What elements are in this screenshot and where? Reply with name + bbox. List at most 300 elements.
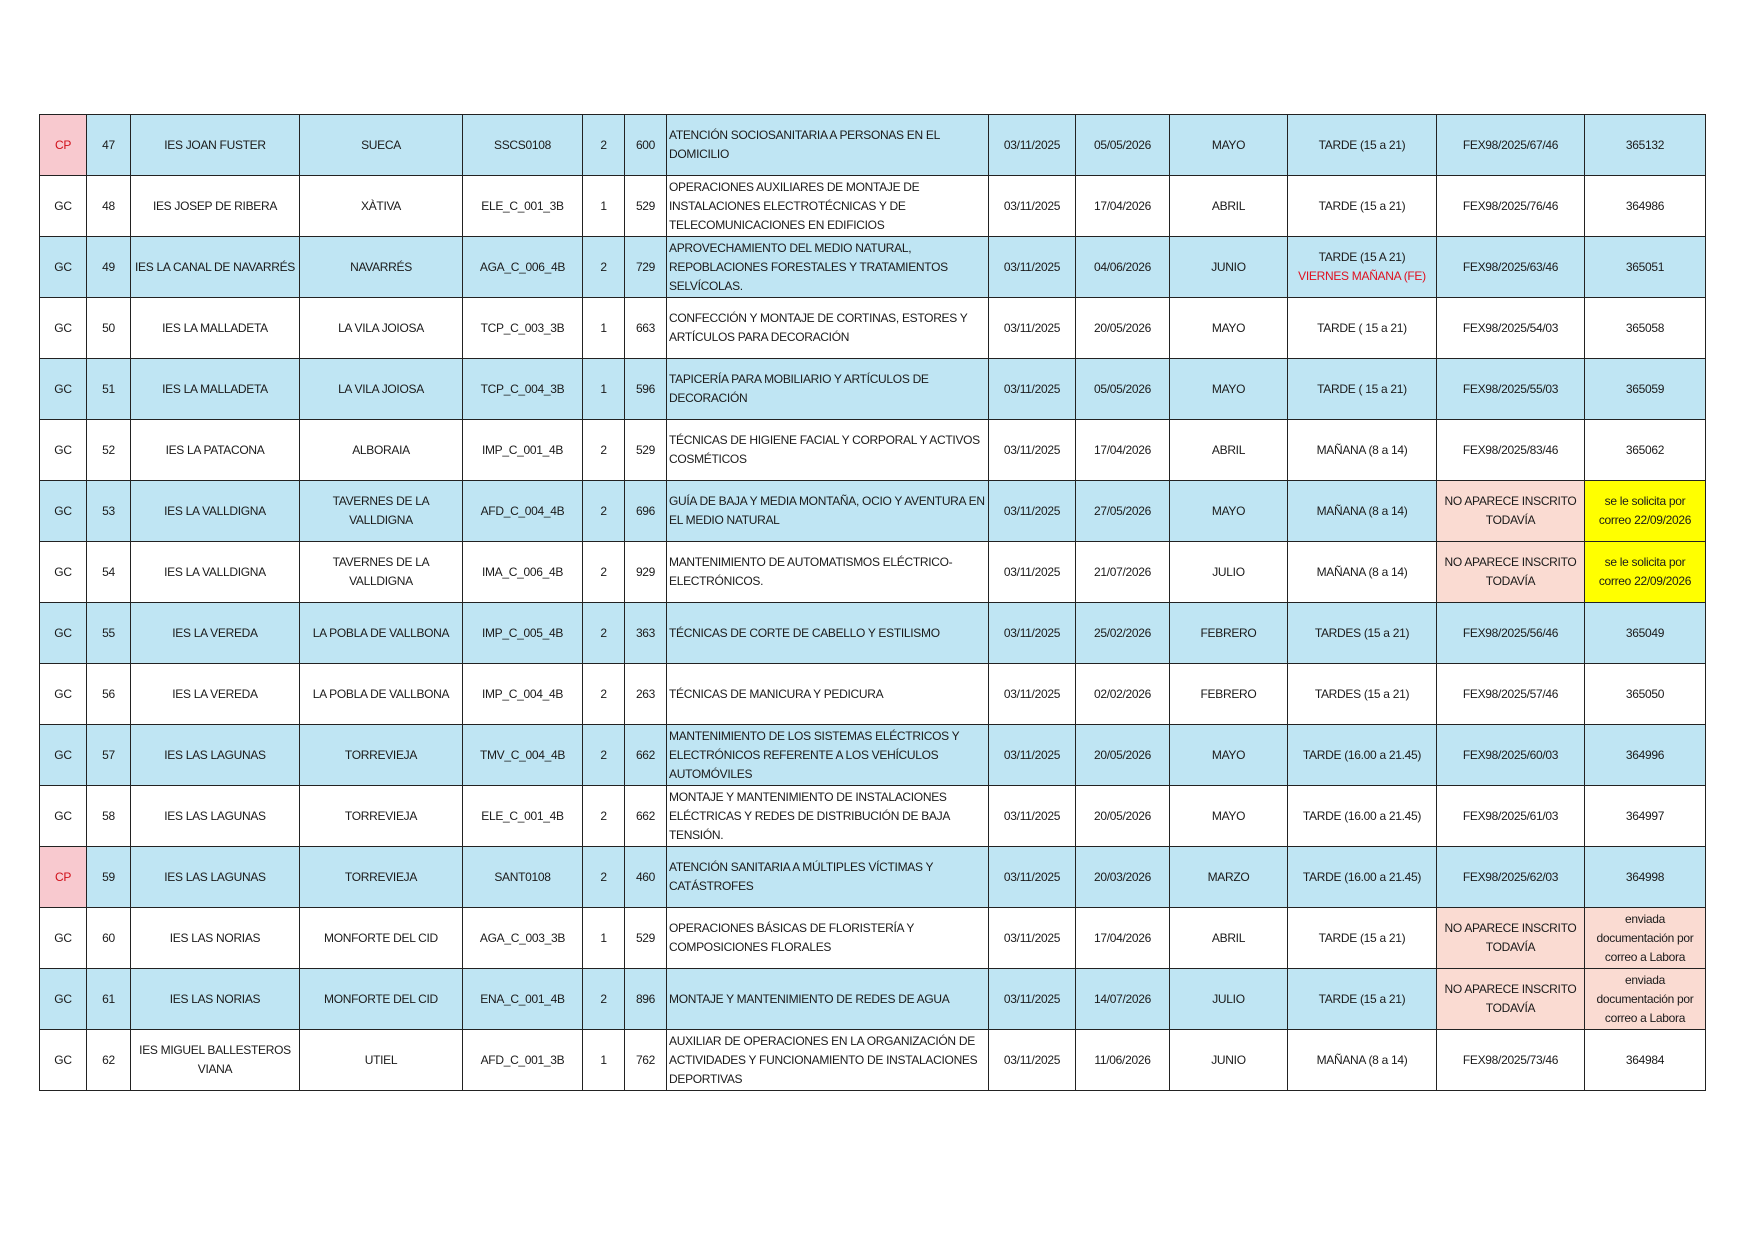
number-text: 53 (102, 503, 115, 518)
hours-cell (625, 664, 667, 725)
end-date-cell (1076, 176, 1170, 237)
file-number-text: NO APARECE INSCRITO TODAVÍA (1444, 921, 1577, 954)
course-title-cell (667, 420, 989, 481)
level-text: 1 (600, 930, 607, 945)
id-cell (1585, 725, 1706, 786)
start-date-text: 03/11/2025 (1003, 808, 1061, 823)
id-text: 365062 (1625, 442, 1665, 457)
type-text: GC (54, 686, 72, 701)
number-text: 56 (102, 686, 115, 701)
id-cell (1585, 176, 1706, 237)
start-date-cell (989, 420, 1076, 481)
code-cell (463, 542, 583, 603)
town-text: XÀTIVA (361, 198, 401, 213)
type-cell (40, 603, 87, 664)
type-text: GC (54, 198, 72, 213)
course-title-text: MANTENIMIENTO DE AUTOMATISMOS ELÉCTRICO-ELECTRÓNICOS. (669, 555, 953, 588)
id-text: 365058 (1625, 320, 1665, 335)
schedule-cell (1288, 420, 1437, 481)
start-date-text: 03/11/2025 (1003, 625, 1061, 640)
type-text: GC (54, 564, 72, 579)
hours-text: 529 (635, 442, 656, 457)
schedule-text: TARDE (16.00 a 21.45) (1302, 747, 1422, 762)
number-text: 55 (102, 625, 115, 640)
code-text: AFD_C_004_4B (480, 503, 565, 518)
file-number-cell (1437, 847, 1585, 908)
course-title-text: ATENCIÓN SOCIOSANITARIA A PERSONAS EN EL DOMICILIO (669, 128, 940, 161)
month-cell (1170, 298, 1288, 359)
id-cell (1585, 1030, 1706, 1091)
course-title-text: MONTAJE Y MANTENIMIENTO DE INSTALACIONES ELÉCTRICAS Y REDES DE DISTRIBUCIÓN DE BAJA TENSIÓN. (669, 789, 950, 842)
number-text: 50 (102, 320, 115, 335)
schedule-text: MAÑANA (8 a 14) (1316, 442, 1408, 457)
table-row (40, 664, 1706, 725)
table-row (40, 420, 1706, 481)
month-cell (1170, 420, 1288, 481)
number-cell (87, 237, 131, 298)
code-cell (463, 359, 583, 420)
id-text: 365059 (1625, 381, 1665, 396)
level-cell (583, 969, 625, 1030)
table-row (40, 908, 1706, 969)
id-text: 364986 (1625, 198, 1665, 213)
schedule-note: VIERNES MAÑANA (FE) (1298, 269, 1426, 283)
id-cell (1585, 237, 1706, 298)
level-text: 1 (600, 381, 607, 396)
level-text: 1 (600, 320, 607, 335)
number-cell (87, 664, 131, 725)
month-text: ABRIL (1211, 930, 1246, 945)
schedule-text: TARDE ( 15 a 21) (1317, 320, 1407, 335)
town-text: SUECA (361, 137, 401, 152)
code-cell (463, 847, 583, 908)
start-date-cell (989, 664, 1076, 725)
end-date-cell (1076, 725, 1170, 786)
number-text: 59 (102, 869, 115, 884)
code-text: SSCS0108 (494, 137, 551, 152)
schedule-text: TARDE (15 a 21) (1318, 137, 1406, 152)
end-date-cell (1076, 969, 1170, 1030)
code-cell (463, 115, 583, 176)
level-text: 2 (600, 259, 607, 274)
file-number-text: FEX98/2025/67/46 (1462, 137, 1559, 152)
end-date-text: 05/05/2026 (1093, 137, 1152, 152)
type-cell (40, 664, 87, 725)
school-cell (131, 1030, 300, 1091)
hours-text: 696 (635, 503, 656, 518)
type-text: GC (54, 625, 72, 640)
hours-text: 529 (635, 930, 656, 945)
town-text: TAVERNES DE LA VALLDIGNA (332, 494, 430, 527)
id-cell (1585, 115, 1706, 176)
end-date-text: 27/05/2026 (1093, 503, 1152, 518)
course-title-cell (667, 664, 989, 725)
type-cell (40, 176, 87, 237)
start-date-cell (989, 1030, 1076, 1091)
course-title-text: TÉCNICAS DE MANICURA Y PEDICURA (669, 686, 884, 701)
code-text: ENA_C_001_4B (480, 991, 565, 1006)
end-date-cell (1076, 664, 1170, 725)
code-cell (463, 664, 583, 725)
type-text: GC (54, 1052, 72, 1067)
file-number-text: NO APARECE INSCRITO TODAVÍA (1444, 555, 1577, 588)
table-row (40, 115, 1706, 176)
start-date-cell (989, 542, 1076, 603)
code-cell (463, 786, 583, 847)
end-date-cell (1076, 603, 1170, 664)
course-title-text: MANTENIMIENTO DE LOS SISTEMAS ELÉCTRICOS Y ELECTRÓNICOS REFERENTE A LOS VEHÍCULOS AUTOMÓVILES (669, 728, 960, 781)
id-cell (1585, 298, 1706, 359)
table-row (40, 542, 1706, 603)
code-cell (463, 481, 583, 542)
code-text: ELE_C_001_3B (481, 198, 564, 213)
level-text: 2 (600, 991, 607, 1006)
school-cell (131, 664, 300, 725)
type-cell (40, 1030, 87, 1091)
code-text: IMP_C_004_4B (481, 686, 564, 701)
hours-text: 662 (635, 747, 656, 762)
course-title-text: OPERACIONES AUXILIARES DE MONTAJE DE INSTALACIONES ELECTROTÉCNICAS Y DE TELECOMUNICACIONES EN EDIFICIOS (669, 179, 920, 232)
start-date-cell (989, 969, 1076, 1030)
code-cell (463, 1030, 583, 1091)
school-text: IES LAS NORIAS (169, 991, 261, 1006)
file-number-text: FEX98/2025/61/03 (1462, 808, 1559, 823)
schedule-text: TARDE (16.00 a 21.45) (1302, 808, 1422, 823)
level-text: 2 (600, 503, 607, 518)
id-text: enviada documentación por correo a Labora (1596, 972, 1694, 1025)
number-text: 52 (102, 442, 115, 457)
month-cell (1170, 664, 1288, 725)
start-date-text: 03/11/2025 (1003, 198, 1061, 213)
number-text: 61 (102, 991, 115, 1006)
number-cell (87, 298, 131, 359)
id-text: 364997 (1625, 808, 1665, 823)
end-date-text: 17/04/2026 (1093, 442, 1152, 457)
type-text: GC (54, 442, 72, 457)
end-date-text: 20/05/2026 (1093, 320, 1152, 335)
town-cell (300, 176, 463, 237)
level-text: 2 (600, 747, 607, 762)
number-cell (87, 359, 131, 420)
hours-text: 929 (635, 564, 656, 579)
number-cell (87, 908, 131, 969)
school-text: IES LA VEREDA (172, 625, 258, 640)
end-date-text: 05/05/2026 (1093, 381, 1152, 396)
end-date-cell (1076, 237, 1170, 298)
school-text: IES JOSEP DE RIBERA (152, 198, 278, 213)
school-cell (131, 603, 300, 664)
number-text: 47 (102, 137, 115, 152)
code-cell (463, 237, 583, 298)
id-text: 364996 (1625, 747, 1665, 762)
type-cell (40, 908, 87, 969)
town-cell (300, 725, 463, 786)
course-title-text: AUXILIAR DE OPERACIONES EN LA ORGANIZACIÓN DE ACTIVIDADES Y FUNCIONAMIENTO DE INSTALACIONES DEPORTIVAS (669, 1033, 978, 1086)
file-number-text: FEX98/2025/62/03 (1462, 869, 1559, 884)
schedule-cell (1288, 542, 1437, 603)
file-number-cell (1437, 420, 1585, 481)
file-number-cell (1437, 1030, 1585, 1091)
id-cell (1585, 908, 1706, 969)
file-number-text: FEX98/2025/55/03 (1462, 381, 1559, 396)
file-number-cell (1437, 603, 1585, 664)
file-number-text: NO APARECE INSCRITO TODAVÍA (1444, 494, 1577, 527)
town-text: ALBORAIA (352, 442, 410, 457)
table-row (40, 786, 1706, 847)
schedule-text: TARDES (15 a 21) (1314, 625, 1410, 640)
start-date-text: 03/11/2025 (1003, 747, 1061, 762)
month-cell (1170, 115, 1288, 176)
schedule-text: MAÑANA (8 a 14) (1316, 1052, 1408, 1067)
school-cell (131, 176, 300, 237)
end-date-cell (1076, 908, 1170, 969)
type-cell (40, 237, 87, 298)
school-text: IES LA MALLADETA (162, 381, 268, 396)
code-cell (463, 969, 583, 1030)
number-cell (87, 481, 131, 542)
file-number-text: FEX98/2025/73/46 (1462, 1052, 1559, 1067)
level-cell (583, 725, 625, 786)
town-text: TAVERNES DE LA VALLDIGNA (332, 555, 430, 588)
start-date-cell (989, 725, 1076, 786)
course-title-cell (667, 1030, 989, 1091)
end-date-cell (1076, 420, 1170, 481)
level-text: 2 (600, 869, 607, 884)
type-cell (40, 847, 87, 908)
town-cell (300, 481, 463, 542)
file-number-cell (1437, 359, 1585, 420)
schedule-cell (1288, 176, 1437, 237)
school-cell (131, 847, 300, 908)
start-date-text: 03/11/2025 (1003, 1052, 1061, 1067)
month-cell (1170, 176, 1288, 237)
town-cell (300, 969, 463, 1030)
level-text: 2 (600, 808, 607, 823)
table-row (40, 725, 1706, 786)
file-number-cell (1437, 664, 1585, 725)
month-text: MARZO (1207, 869, 1250, 884)
file-number-cell (1437, 237, 1585, 298)
town-cell (300, 420, 463, 481)
table-row (40, 481, 1706, 542)
hours-text: 529 (635, 198, 656, 213)
type-cell (40, 969, 87, 1030)
school-cell (131, 786, 300, 847)
start-date-cell (989, 359, 1076, 420)
schedule-text: TARDES (15 a 21) (1314, 686, 1410, 701)
schedule-cell (1288, 664, 1437, 725)
course-title-cell (667, 176, 989, 237)
course-title-cell (667, 908, 989, 969)
start-date-cell (989, 481, 1076, 542)
start-date-cell (989, 786, 1076, 847)
school-cell (131, 725, 300, 786)
hours-cell (625, 908, 667, 969)
hours-text: 263 (635, 686, 656, 701)
start-date-text: 03/11/2025 (1003, 991, 1061, 1006)
number-cell (87, 847, 131, 908)
month-cell (1170, 847, 1288, 908)
id-cell (1585, 664, 1706, 725)
town-text: LA POBLA DE VALLBONA (312, 686, 450, 701)
end-date-cell (1076, 1030, 1170, 1091)
file-number-cell (1437, 298, 1585, 359)
school-text: IES LA PATACONA (165, 442, 265, 457)
hours-text: 663 (635, 320, 656, 335)
course-title-text: CONFECCIÓN Y MONTAJE DE CORTINAS, ESTORES Y ARTÍCULOS PARA DECORACIÓN (669, 311, 968, 344)
course-title-text: TAPICERÍA PARA MOBILIARIO Y ARTÍCULOS DE DECORACIÓN (669, 372, 929, 405)
id-text: 365132 (1625, 137, 1665, 152)
hours-text: 600 (635, 137, 656, 152)
course-title-cell (667, 786, 989, 847)
file-number-cell (1437, 786, 1585, 847)
town-text: MONFORTE DEL CID (324, 930, 438, 945)
school-cell (131, 969, 300, 1030)
schedule-text: TARDE (15 a 21) (1318, 198, 1406, 213)
month-text: MAYO (1211, 747, 1246, 762)
table-row (40, 847, 1706, 908)
school-cell (131, 481, 300, 542)
school-text: IES LAS NORIAS (169, 930, 261, 945)
code-text: TCP_C_004_3B (480, 381, 565, 396)
schedule-text: TARDE (15 A 21) (1318, 250, 1406, 264)
code-text: AFD_C_001_3B (480, 1052, 565, 1067)
town-text: MONFORTE DEL CID (324, 991, 438, 1006)
type-cell (40, 786, 87, 847)
number-text: 58 (102, 808, 115, 823)
month-cell (1170, 908, 1288, 969)
type-text: CP (54, 137, 72, 152)
file-number-text: FEX98/2025/60/03 (1462, 747, 1559, 762)
end-date-text: 14/07/2026 (1093, 991, 1152, 1006)
end-date-text: 20/03/2026 (1093, 869, 1152, 884)
start-date-text: 03/11/2025 (1003, 503, 1061, 518)
id-cell (1585, 603, 1706, 664)
month-text: JUNIO (1211, 259, 1246, 274)
code-text: IMP_C_001_4B (481, 442, 564, 457)
town-text: LA VILA JOIOSA (338, 320, 424, 335)
hours-cell (625, 481, 667, 542)
level-text: 2 (600, 564, 607, 579)
table-row (40, 603, 1706, 664)
course-title-cell (667, 847, 989, 908)
id-cell (1585, 969, 1706, 1030)
table-row (40, 969, 1706, 1030)
start-date-cell (989, 237, 1076, 298)
school-text: IES LA CANAL DE NAVARRÉS (135, 259, 295, 274)
course-title-text: OPERACIONES BÁSICAS DE FLORISTERÍA Y COMPOSICIONES FLORALES (669, 921, 914, 954)
hours-cell (625, 176, 667, 237)
town-cell (300, 542, 463, 603)
type-text: GC (54, 259, 72, 274)
hours-cell (625, 603, 667, 664)
id-text: enviada documentación por correo a Labora (1596, 911, 1694, 964)
month-cell (1170, 359, 1288, 420)
school-text: IES JOAN FUSTER (164, 137, 266, 152)
table-row (40, 176, 1706, 237)
month-cell (1170, 237, 1288, 298)
end-date-cell (1076, 298, 1170, 359)
course-title-text: MONTAJE Y MANTENIMIENTO DE REDES DE AGUA (669, 991, 950, 1006)
course-title-cell (667, 237, 989, 298)
code-text: SANT0108 (494, 869, 551, 884)
school-text: IES LAS LAGUNAS (164, 808, 266, 823)
id-cell (1585, 542, 1706, 603)
hours-cell (625, 420, 667, 481)
code-cell (463, 908, 583, 969)
file-number-text: FEX98/2025/83/46 (1462, 442, 1559, 457)
end-date-text: 11/06/2026 (1094, 1052, 1151, 1067)
schedule-cell (1288, 115, 1437, 176)
hours-cell (625, 237, 667, 298)
number-cell (87, 786, 131, 847)
file-number-cell (1437, 969, 1585, 1030)
table-row (40, 237, 1706, 298)
course-title-text: TÉCNICAS DE HIGIENE FACIAL Y CORPORAL Y ACTIVOS COSMÉTICOS (669, 433, 980, 466)
type-text: GC (54, 503, 72, 518)
start-date-text: 03/11/2025 (1003, 442, 1061, 457)
number-cell (87, 115, 131, 176)
hours-cell (625, 298, 667, 359)
courses-table (39, 114, 1706, 1091)
file-number-cell (1437, 481, 1585, 542)
month-text: ABRIL (1211, 198, 1246, 213)
month-cell (1170, 603, 1288, 664)
school-cell (131, 237, 300, 298)
code-text: AGA_C_003_3B (479, 930, 566, 945)
level-cell (583, 786, 625, 847)
number-text: 48 (102, 198, 115, 213)
number-cell (87, 603, 131, 664)
month-cell (1170, 786, 1288, 847)
hours-text: 896 (635, 991, 656, 1006)
end-date-text: 25/02/2026 (1093, 625, 1152, 640)
town-cell (300, 847, 463, 908)
id-cell (1585, 786, 1706, 847)
start-date-text: 03/11/2025 (1003, 869, 1061, 884)
type-cell (40, 481, 87, 542)
course-title-cell (667, 115, 989, 176)
school-text: IES LAS LAGUNAS (164, 869, 266, 884)
town-cell (300, 359, 463, 420)
start-date-text: 03/11/2025 (1003, 137, 1061, 152)
school-cell (131, 420, 300, 481)
school-cell (131, 115, 300, 176)
town-text: NAVARRÉS (350, 259, 412, 274)
month-text: MAYO (1211, 320, 1246, 335)
code-cell (463, 725, 583, 786)
level-text: 1 (600, 198, 607, 213)
town-text: UTIEL (364, 1052, 398, 1067)
type-cell (40, 115, 87, 176)
number-cell (87, 1030, 131, 1091)
type-text: CP (54, 869, 72, 884)
end-date-text: 20/05/2026 (1093, 808, 1152, 823)
hours-cell (625, 542, 667, 603)
town-cell (300, 1030, 463, 1091)
id-cell (1585, 420, 1706, 481)
file-number-cell (1437, 176, 1585, 237)
hours-cell (625, 1030, 667, 1091)
id-text: se le solicita por correo 22/09/2026 (1598, 555, 1692, 588)
file-number-text: FEX98/2025/76/46 (1462, 198, 1559, 213)
type-text: GC (54, 930, 72, 945)
schedule-text: TARDE ( 15 a 21) (1317, 381, 1407, 396)
type-cell (40, 359, 87, 420)
code-text: TMV_C_004_4B (479, 747, 566, 762)
type-text: GC (54, 381, 72, 396)
end-date-text: 21/07/2026 (1093, 564, 1152, 579)
